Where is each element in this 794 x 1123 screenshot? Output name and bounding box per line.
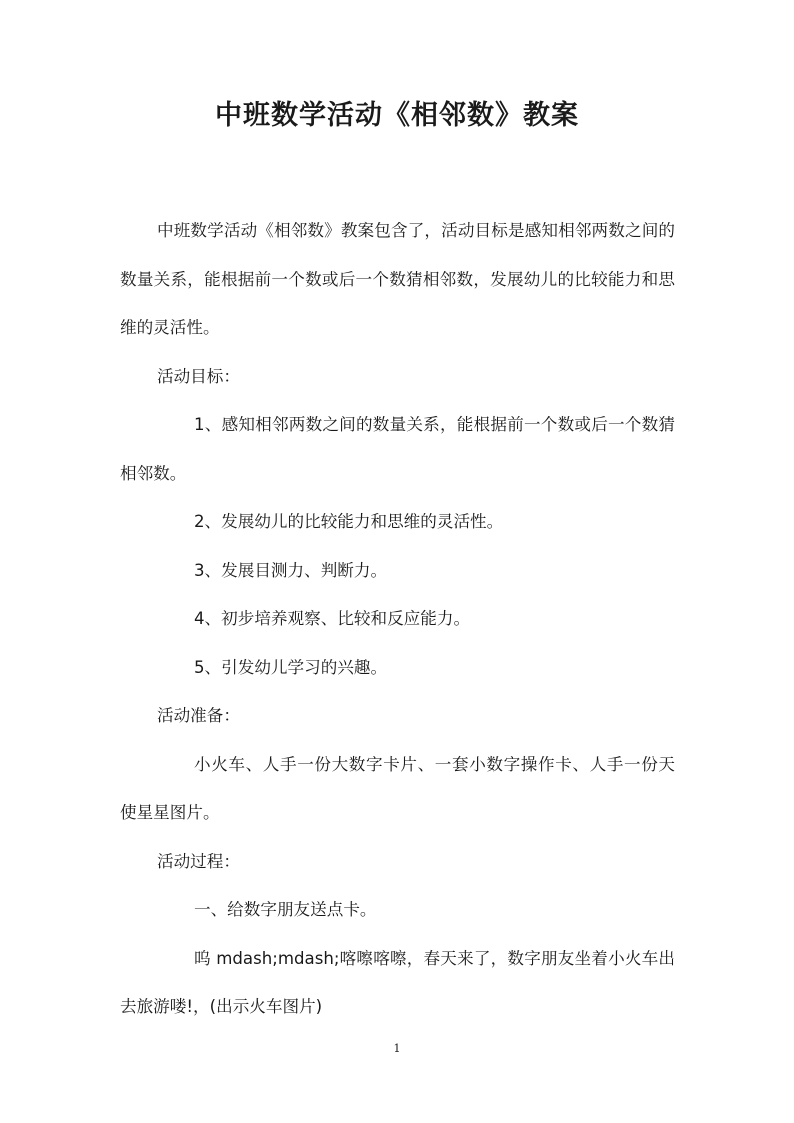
objective-item: 3、发展目测力、判断力。 — [194, 560, 388, 580]
objective-item: 5、引发幼儿学习的兴趣。 — [194, 657, 388, 677]
section-heading-objectives: 活动目标： — [157, 366, 240, 386]
section-heading-preparation: 活动准备： — [157, 706, 240, 725]
intro-paragraph: 中班数学活动《相邻数》教案包含了，活动目标是感知相邻两数之间的数量关系，能根据前一个数或后一个数猜相邻数，发展幼儿的比较能力和思维的灵活性。 — [120, 221, 675, 337]
page-number: 1 — [393, 1042, 401, 1055]
preparation-paragraph: 小火车、人手一份大数字卡片、一套小数字操作卡、人手一份天使星星图片。 — [120, 754, 675, 822]
objective-item: 2、发展幼儿的比较能力和思维的灵活性。 — [194, 512, 504, 531]
section-heading-process: 活动过程： — [157, 851, 240, 871]
document-body — [120, 207, 675, 1032]
process-step-heading: 一、给数字朋友送点卡。 — [194, 900, 377, 919]
process-paragraph: 呜 mdash;mdash;喀嚓喀嚓，春天来了，数字朋友坐着小火车出去旅游喽!，(出示火车图片) — [120, 948, 675, 1016]
objective-item: 1、感知相邻两数之间的数量关系，能根据前一个数或后一个数猜相邻数。 — [120, 415, 675, 483]
document-title: 中班数学活动《相邻数》教案 — [215, 100, 579, 131]
objective-item: 4、初步培养观察、比较和反应能力。 — [194, 609, 471, 628]
